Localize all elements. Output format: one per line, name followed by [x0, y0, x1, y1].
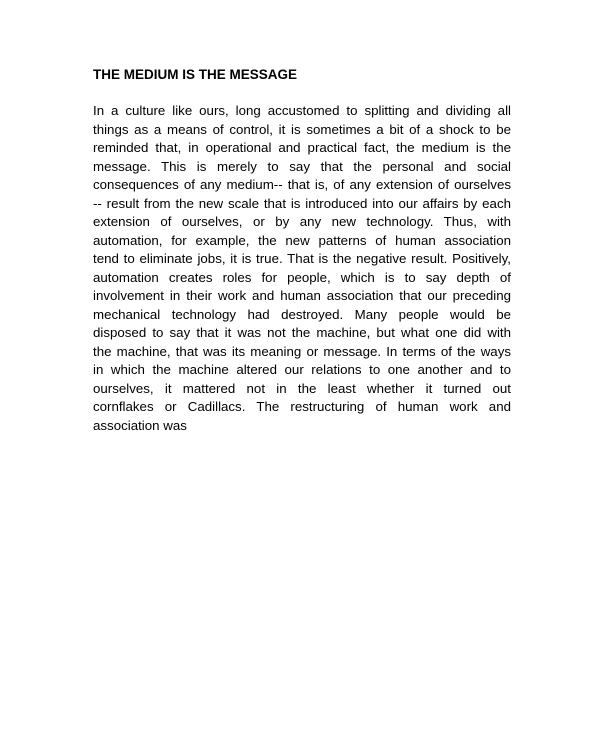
- body-line: involvement in their work and human association that our preceding: [93, 288, 511, 303]
- body-line: in which the machine altered our relations to one another and to: [93, 362, 511, 377]
- document-title: THE MEDIUM IS THE MESSAGE: [93, 67, 298, 82]
- body-line: automation creates roles for people, which is to say depth of: [93, 269, 511, 285]
- body-line: disposed to say that it was not the machine, but what one did with: [93, 325, 511, 340]
- body-line: reminded that, in operational and practical fact, the medium is the: [93, 140, 511, 155]
- body-line: mechanical technology had destroyed. Many people would be: [93, 306, 511, 322]
- body-line: tend to eliminate jobs, it is true. That is the negative result. Positively,: [93, 251, 511, 266]
- body-line: consequences of any medium-- that is, of any extension of ourselves: [93, 177, 511, 192]
- body-line: message. This is merely to say that the personal and social: [93, 158, 511, 174]
- body-line-last: association was: [93, 417, 187, 433]
- body-line: -- result from the new scale that is introduced into our affairs by each: [93, 195, 511, 211]
- body-line: the machine, that was its meaning or message. In terms of the ways: [93, 343, 511, 359]
- body-line: automation, for example, the new patterns of human association: [93, 232, 511, 248]
- body-line: cornflakes or Cadillacs. The restructuring of human work and: [93, 399, 511, 414]
- body-line: extension of ourselves, or by any new technology. Thus, with: [93, 214, 511, 229]
- body-line: ourselves, it mattered not in the least whether it turned out: [93, 380, 511, 396]
- body-line: In a culture like ours, long accustomed to splitting and dividing all: [93, 103, 511, 118]
- document-body: [93, 102, 511, 435]
- body-line: things as a means of control, it is sometimes a bit of a shock to be: [93, 121, 511, 137]
